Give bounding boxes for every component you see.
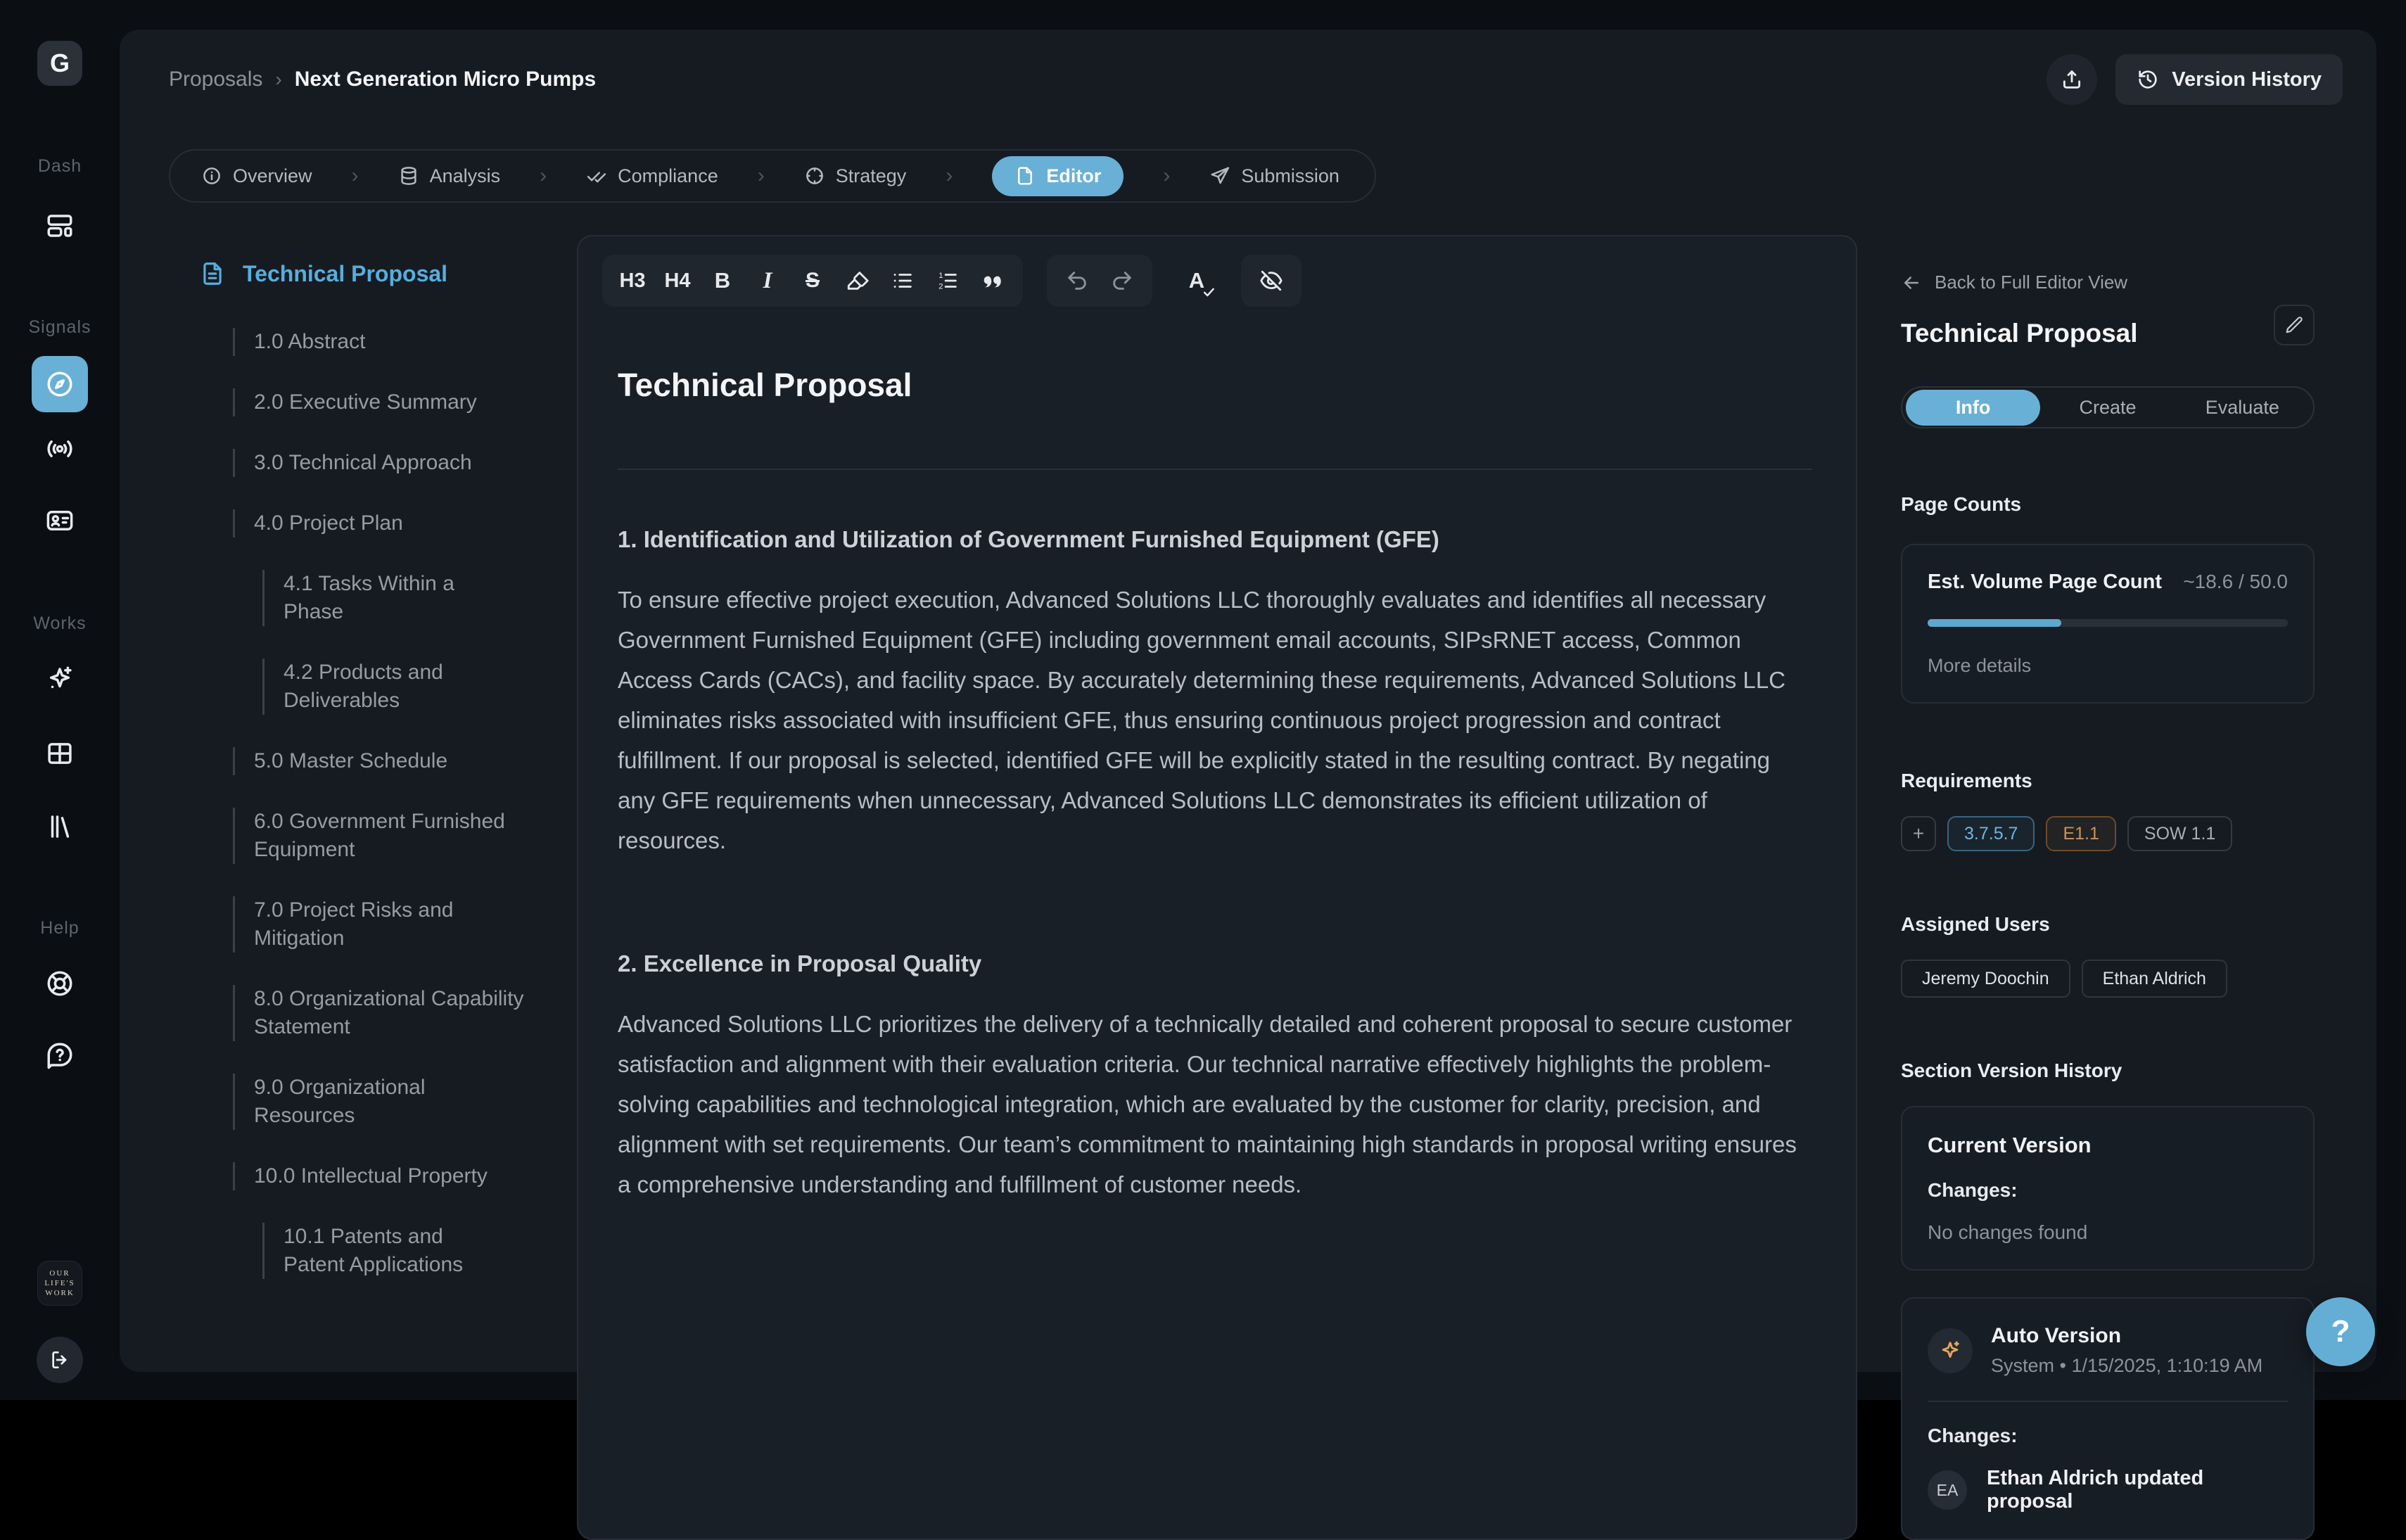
page-counts-heading: Page Counts	[1901, 493, 2022, 515]
section-paragraph: To ensure effective project execution, Advanced Solutions LLC thoroughly evaluates and identifies all necessary Government Furnished Equipment (GFE) including government email accounts, SIPsRNET access, Common Access Cards (CACs), and facility space. By accurately determining these requirements, Advanced Solutions LLC eliminates risks associated with insufficient GFE, thus ensuring continuous project progression and contract fulfillment. If our proposal is selected, identified GFE will be explicitly stated in the resulting contract. By negating any GFE requirements when unnecessary, Advanced Solutions LLC demonstrates its efficient utilization of resources.	[618, 587, 1786, 853]
outline-item[interactable]: 4.2 Products and Deliverables	[262, 658, 509, 715]
sidebar-item-ai-works[interactable]	[32, 651, 88, 707]
auto-version-meta: System • 1/15/2025, 1:10:19 AM	[1991, 1355, 2263, 1376]
badge-line: WORK	[45, 1289, 75, 1297]
highlight-button[interactable]	[837, 260, 878, 301]
arrow-left-icon	[1901, 272, 1922, 293]
strikethrough-button[interactable]	[792, 260, 833, 301]
sidebar-item-faq[interactable]	[32, 1027, 88, 1083]
outline-list	[199, 328, 577, 1279]
badge-line: LIFE'S	[44, 1279, 75, 1287]
history-group	[1047, 255, 1152, 307]
tab-strategy[interactable]	[804, 165, 907, 187]
page-count-progress-fill	[1928, 619, 2061, 627]
requirement-chip[interactable]: 3.7.5.7	[1947, 816, 2035, 851]
outline-item[interactable]: 6.0 Government Furnished Equipment	[233, 808, 528, 864]
inspector-mode-tabs	[1901, 386, 2315, 428]
highlighter-icon	[846, 269, 870, 293]
document-title: Technical Proposal	[618, 367, 912, 403]
logout-button[interactable]	[37, 1337, 83, 1383]
italic-label: I	[763, 267, 772, 293]
tab-label: Strategy	[835, 165, 907, 186]
tab-evaluate[interactable]: Evaluate	[2205, 396, 2279, 418]
sidebar-item-contacts[interactable]	[32, 492, 88, 549]
tab-separator: ›	[540, 164, 547, 187]
outline-item[interactable]: 2.0 Executive Summary	[233, 388, 528, 416]
visibility-off-button[interactable]	[1251, 260, 1292, 301]
main-panel	[120, 30, 2376, 1513]
bold-button[interactable]	[702, 260, 743, 301]
topbar	[120, 30, 2376, 111]
library-icon	[45, 812, 75, 841]
editor-panel	[577, 235, 1857, 1540]
outline-item[interactable]: 4.1 Tasks Within a Phase	[262, 570, 509, 626]
assigned-user-chip[interactable]: Ethan Aldrich	[2082, 960, 2227, 998]
page-count-metric-label: Est. Volume Page Count	[1928, 571, 2163, 593]
outline-item[interactable]: 10.1 Patents and Patent Applications	[262, 1223, 509, 1279]
share-button[interactable]	[2047, 54, 2097, 105]
breadcrumb-current: Next Generation Micro Pumps	[294, 68, 597, 91]
breadcrumb-separator: ›	[275, 68, 282, 90]
message-question-icon	[45, 1041, 75, 1070]
badge-line: OUR	[49, 1269, 70, 1278]
tab-compliance[interactable]	[586, 165, 718, 187]
document-canvas[interactable]	[578, 307, 1856, 1539]
auto-version-title: Auto Version	[1991, 1324, 2122, 1347]
outline-item[interactable]: 5.0 Master Schedule	[233, 747, 528, 775]
tab-info[interactable]: Info	[1906, 390, 2040, 426]
user-avatar: EA	[1928, 1470, 1967, 1510]
text-check-letter: A	[1188, 268, 1205, 293]
topbar-actions	[2047, 54, 2343, 105]
inspector-section-title: Technical Proposal	[1901, 319, 2138, 348]
target-icon	[804, 165, 825, 186]
card-divider	[1928, 1401, 2288, 1402]
blockquote-button[interactable]	[972, 260, 1013, 301]
page-count-progress-track	[1928, 619, 2288, 627]
requirements-heading: Requirements	[1901, 770, 2032, 791]
ordered-list-icon	[936, 269, 960, 293]
requirements-chips	[1901, 816, 2315, 851]
tab-label: Submission	[1241, 165, 1339, 186]
tab-separator: ›	[1163, 164, 1171, 187]
assigned-users-chips	[1901, 960, 2315, 998]
tab-label: Compliance	[618, 165, 718, 186]
current-version-title: Current Version	[1928, 1133, 2092, 1157]
sidebar-section-dash: Dash	[37, 156, 82, 176]
sidebar-item-table[interactable]	[32, 725, 88, 782]
sparkle-icon	[1938, 1339, 1962, 1363]
outline-item[interactable]: 10.0 Intellectual Property	[233, 1162, 528, 1190]
tab-separator: ›	[351, 164, 359, 187]
layout-dashboard-icon	[45, 211, 75, 241]
tab-create[interactable]: Create	[2079, 396, 2137, 418]
sidebar-item-library[interactable]	[32, 798, 88, 855]
svg-text:1: 1	[938, 271, 943, 280]
text-check-button[interactable]	[1176, 260, 1217, 301]
inspector-panel	[1857, 235, 2376, 1540]
help-button[interactable]: ?	[2306, 1297, 2375, 1366]
change-description: Ethan Aldrich updated proposal	[1987, 1467, 2204, 1513]
quote-icon	[981, 269, 1005, 293]
section-heading: 2. Excellence in Proposal Quality	[618, 950, 982, 976]
workflow-tabbar	[169, 149, 1376, 203]
sidebar-item-support[interactable]	[32, 955, 88, 1012]
table-grid-icon	[45, 739, 75, 768]
broadcast-icon	[45, 434, 75, 464]
more-details-link[interactable]: More details	[1928, 655, 2032, 676]
no-changes-text: No changes found	[1928, 1221, 2088, 1243]
version-history-label: Version History	[2172, 68, 2322, 91]
file-text-icon	[199, 260, 226, 287]
tab-analysis[interactable]	[398, 165, 501, 187]
page-count-metric-value: ~18.6 / 50.0	[2183, 571, 2288, 592]
italic-button[interactable]	[747, 260, 788, 301]
add-requirement-button[interactable]: +	[1901, 816, 1936, 851]
compass-icon	[45, 369, 75, 399]
outline-item[interactable]: 4.0 Project Plan	[233, 509, 528, 537]
app-logo[interactable]: G	[37, 41, 82, 86]
redo-icon	[1110, 269, 1134, 293]
undo-button[interactable]	[1057, 260, 1097, 301]
h4-button[interactable]	[657, 260, 698, 301]
outline-item[interactable]: 3.0 Technical Approach	[233, 449, 528, 477]
bullet-list-button[interactable]	[882, 260, 923, 301]
changes-label: Changes:	[1928, 1425, 2018, 1446]
sidebar-item-dashboard[interactable]	[32, 198, 88, 254]
breadcrumb-proposals[interactable]: Proposals	[169, 68, 263, 91]
file-icon	[1014, 165, 1036, 186]
tab-label: Editor	[1046, 165, 1102, 186]
section-paragraph: Advanced Solutions LLC prioritizes the delivery of a technically detailed and coherent proposal to secure customer satisfaction and alignment with their evaluation criteria. Our technical narrative effectively highlights the problem-solving capabilities and technological integration, which are evaluated by the customer for clarity, precision, and alignment with set requirements. Our team’s commitment to maintaining high standards in proposal writing ensures a comprehensive understanding and fulfillment of customer needs.	[618, 1011, 1797, 1197]
outline-item[interactable]: 9.0 Organizational Resources	[233, 1074, 528, 1130]
text-check-glyph	[1189, 268, 1204, 293]
sidebar	[0, 0, 120, 1400]
small-check-icon	[1202, 285, 1216, 299]
ordered-list-button[interactable]	[927, 260, 968, 301]
version-history-button[interactable]	[2115, 54, 2343, 105]
current-version-card	[1901, 1106, 2315, 1271]
format-group	[602, 255, 1023, 307]
breadcrumb	[169, 68, 596, 91]
database-icon	[398, 165, 419, 186]
h3-button[interactable]	[612, 260, 653, 301]
history-icon	[2137, 68, 2159, 91]
share-icon	[2060, 68, 2084, 91]
inspector-title-row	[1901, 305, 2315, 348]
sidebar-section-help: Help	[40, 918, 79, 938]
send-icon	[1209, 165, 1230, 186]
pencil-icon	[2285, 316, 2303, 334]
tab-submission[interactable]	[1209, 165, 1339, 187]
visibility-group	[1241, 255, 1301, 307]
tab-overview[interactable]	[201, 165, 312, 187]
auto-version-header	[1928, 1324, 2288, 1377]
requirement-chip[interactable]: E1.1	[2046, 816, 2115, 851]
outline-item[interactable]: 8.0 Organizational Capability Statement	[233, 985, 528, 1041]
our-lifes-work-badge	[37, 1261, 82, 1306]
document-outline	[169, 235, 577, 1540]
svg-text:2: 2	[938, 282, 943, 291]
bullet-list-icon	[891, 269, 915, 293]
tab-editor[interactable]	[992, 156, 1124, 196]
undo-icon	[1065, 269, 1089, 293]
id-card-icon	[45, 506, 75, 535]
requirement-chip[interactable]: SOW 1.1	[2127, 816, 2232, 851]
tab-separator: ›	[946, 164, 953, 187]
sparkles-icon	[45, 664, 75, 694]
auto-version-card	[1901, 1297, 2315, 1540]
info-icon	[201, 165, 222, 186]
assigned-user-chip[interactable]: Jeremy Doochin	[1901, 960, 2070, 998]
editor-toolbar	[578, 236, 1856, 307]
sidebar-section-works: Works	[33, 613, 87, 633]
assigned-users-heading: Assigned Users	[1901, 913, 2050, 935]
strike-label: S	[805, 269, 820, 292]
document-divider	[618, 469, 1812, 470]
content-row	[120, 235, 2376, 1540]
auto-version-avatar	[1928, 1328, 1973, 1373]
changes-label: Changes:	[1928, 1179, 2018, 1201]
edit-title-button[interactable]	[2274, 305, 2315, 345]
eye-off-icon	[1259, 269, 1283, 293]
auto-version-header-text	[1991, 1324, 2262, 1377]
page-counts-card	[1901, 544, 2315, 704]
sidebar-item-signals[interactable]	[32, 421, 88, 477]
change-row	[1928, 1467, 2288, 1513]
section-heading: 1. Identification and Utilization of Government Furnished Equipment (GFE)	[618, 526, 1439, 552]
life-buoy-icon	[45, 969, 75, 998]
back-to-editor-link[interactable]	[1901, 272, 2315, 293]
bold-label: B	[714, 268, 731, 293]
h4-label: H4	[664, 269, 691, 292]
tab-label: Overview	[233, 165, 312, 186]
outline-item[interactable]: 7.0 Project Risks and Mitigation	[233, 896, 528, 953]
outline-item[interactable]: 1.0 Abstract	[233, 328, 528, 356]
sidebar-section-signals: Signals	[28, 317, 91, 337]
h3-label: H3	[619, 269, 646, 292]
tab-label: Analysis	[429, 165, 501, 186]
back-to-editor-label: Back to Full Editor View	[1935, 272, 2128, 293]
redo-button[interactable]	[1102, 260, 1142, 301]
version-history-heading: Section Version History	[1901, 1059, 2122, 1081]
outline-root-label: Technical Proposal	[243, 260, 448, 286]
sidebar-item-explore[interactable]	[32, 356, 88, 412]
check-check-icon	[586, 165, 607, 186]
logout-icon	[49, 1349, 71, 1371]
tab-separator: ›	[757, 164, 765, 187]
outline-root-item[interactable]	[199, 260, 577, 287]
